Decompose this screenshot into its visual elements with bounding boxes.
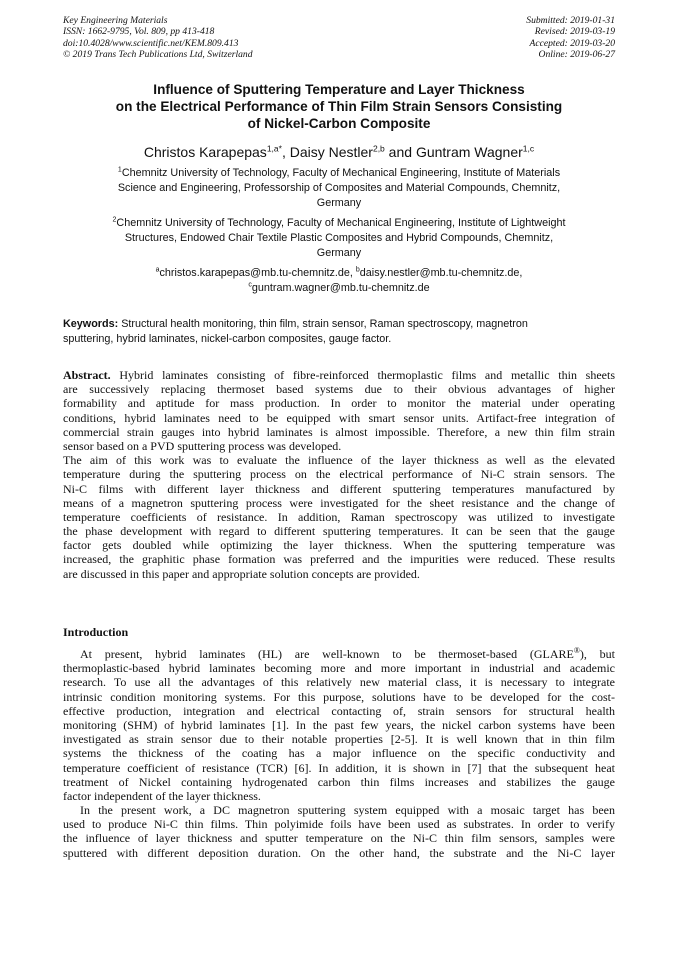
intro-line: investigated as strain sensor due to their notable properties [2-5]. It is well known that in thin film	[63, 732, 615, 747]
keywords-text: sputtering, hybrid laminates, nickel-carbon composites, gauge factor.	[63, 332, 392, 345]
introduction-heading: Introduction	[63, 625, 129, 639]
abstract-line: Ni-C films with different layer thickness and different sputtering temperatures manufactured by	[63, 481, 615, 496]
issn-line: ISSN: 1662-9795, Vol. 809, pp 413-418	[63, 26, 215, 38]
affiliation-line: Science and Engineering, Professorship of Composites and Material Compounds, Chemnitz,	[117, 182, 561, 194]
paper-title	[40, 81, 638, 132]
author-emails	[70, 266, 608, 296]
abstract-line: means of a magnetron sputtering process were investigated for the sheet resistance and the change of	[63, 495, 615, 510]
author-superscript: 1,a*	[266, 143, 282, 154]
author-list	[40, 143, 638, 161]
affiliation-2	[70, 216, 608, 261]
author-superscript: 1,c	[522, 143, 535, 154]
abstract-line: conditions, hybrid laminates need to be equipped with smart sensor units. Artifact-free integration of	[63, 410, 615, 425]
abstract-section	[63, 368, 615, 581]
abstract-line: the phase development with regard to different sputtering temperatures. It can be seen that the gauge	[63, 524, 615, 539]
intro-line: factor independent of the layer thickness.	[63, 788, 261, 803]
email-link[interactable]: daisy.nestler@mb.tu-chemnitz.de,	[359, 267, 523, 279]
abstract-line: temperature coefficients of resistance. In addition, Raman spectroscopy was utilized to investigate	[63, 509, 615, 524]
intro-line: treatment of Nickel containing hydrogenated carbon thin films increases and stabilizes the gauge	[63, 774, 615, 789]
abstract-line: are discussed in this paper and appropriate solution concepts are provided.	[63, 566, 420, 581]
intro-line: At present, hybrid laminates (HL) are well-known to be thermoset-based (GLARE	[80, 647, 574, 661]
intro-line: ), but	[579, 647, 615, 661]
abstract-line: are successively replacing thermoset based systems due to their obvious advantages of higher	[63, 382, 615, 397]
affiliation-marker: 2	[112, 216, 117, 224]
abstract-line: The aim of this work was to evaluate the influence of the layer thickness as well as the elevated	[63, 453, 615, 468]
intro-line: thermoplastic-based hybrid laminates becoming more and more important in industrial and academic	[63, 661, 615, 676]
author-name: Christos Karapepas	[143, 144, 267, 160]
affiliation-line: Structures, Endowed Chair Textile Plastic Composites and Hybrid Compounds, Chemnitz,	[124, 232, 554, 244]
submitted-date: Submitted: 2019-01-31	[526, 15, 615, 26]
author-name: Daisy Nestler	[289, 144, 373, 160]
intro-line: monitoring (SHM) of hybrid laminates [1]. In the past few years, the nickel carbon systems have been	[63, 717, 615, 732]
journal-header-right	[526, 15, 615, 61]
affiliation-line: Germany	[316, 247, 362, 259]
email-marker: b	[355, 266, 360, 274]
intro-line: used to produce Ni-C thin films. Thin polyimide foils have been used as substrates. In order to verify	[63, 817, 615, 832]
keywords-label: Keywords:	[63, 318, 119, 330]
intro-line: effective production, integration and electrical contacting of, strain sensors for structural health	[63, 703, 615, 718]
affiliation-line: Chemnitz University of Technology, Faculty of Mechanical Engineering, Institute of Lightweight	[116, 217, 566, 229]
email-marker: a	[155, 266, 160, 274]
abstract-line: factor gets doubled while optimizing the layer thickness. When the sputtering temperature was	[63, 538, 615, 553]
affiliation-line: Germany	[316, 197, 362, 209]
journal-name: Key Engineering Materials	[63, 15, 168, 26]
intro-line: intrinsic condition monitoring systems. For this purpose, solutions have to be developed for the cost-	[63, 689, 615, 704]
abstract-line: commercial strain gauges into hybrid laminates is almost impossible. Therefore, a new thin film strain	[63, 424, 615, 439]
title-line: on the Electrical Performance of Thin Film Strain Sensors Consisting	[115, 99, 563, 114]
author-separator: ,	[281, 144, 290, 160]
abstract-line: temperature during the sputtering process on the electrical performance of Ni-C strain sensors. The	[63, 467, 615, 482]
affiliation-1	[70, 166, 608, 211]
abstract-line: formability and aptitude for mass production. In order to monitor the material under operating	[63, 396, 615, 411]
affiliation-line: Chemnitz University of Technology, Faculty of Mechanical Engineering, Institute of Materials	[121, 167, 561, 179]
revised-date: Revised: 2019-03-19	[534, 26, 615, 38]
intro-line: sputtered with different deposition duration. On the other hand, the substrate and the Ni-C layer	[63, 845, 615, 860]
accepted-date: Accepted: 2019-03-20	[529, 37, 615, 49]
email-marker: c	[248, 281, 252, 289]
journal-header-left	[63, 15, 253, 61]
intro-line: systems the thickness of the coating has a major influence on the specific conductivity and	[63, 746, 615, 761]
affiliation-marker: 1	[117, 166, 122, 174]
copyright-line: © 2019 Trans Tech Publications Ltd, Switzerland	[63, 49, 253, 61]
doi-line: doi:10.4028/www.scientific.net/KEM.809.413	[63, 37, 239, 49]
intro-line: temperature coefficient of resistance (TCR) [6]. In addition, it is shown in [7] that the subsequent heat	[63, 760, 615, 775]
email-link[interactable]: guntram.wagner@mb.tu-chemnitz.de	[251, 282, 430, 294]
title-line: of Nickel-Carbon Composite	[247, 116, 431, 131]
intro-line: the influence of layer thickness and sputter temperature on the Ni-C thin film sensors, samples were	[63, 831, 615, 846]
intro-line: In the present work, a DC magnetron sputtering system equipped with a mosaic target has been	[80, 803, 615, 818]
introduction-section	[63, 647, 615, 860]
abstract-line: increased, the graphitic phase formation was preferred and the impurities were reduced. These results	[63, 552, 615, 567]
abstract-line: sensor based on a PVD sputtering process was developed.	[63, 438, 342, 453]
keywords-section	[63, 317, 615, 346]
title-line: Influence of Sputtering Temperature and Layer Thickness	[153, 82, 525, 97]
author-name: Guntram Wagner	[415, 144, 523, 160]
author-superscript: 2,b	[372, 143, 385, 154]
online-date: Online: 2019-06-27	[538, 49, 615, 61]
abstract-line: Hybrid laminates consisting of fibre-reinforced thermoplastic films and metallic thin sheets	[110, 368, 615, 382]
registered-mark: ®	[573, 647, 580, 655]
author-separator: and	[384, 144, 416, 160]
intro-line: research. To use all the advantages of this relatively new material class, it is necessary to integrate	[63, 675, 615, 690]
keywords-text: Structural health monitoring, thin film, strain sensor, Raman spectroscopy, magnetron	[118, 318, 528, 330]
abstract-label: Abstract.	[63, 368, 111, 382]
email-link[interactable]: christos.karapepas@mb.tu-chemnitz.de,	[159, 267, 356, 279]
